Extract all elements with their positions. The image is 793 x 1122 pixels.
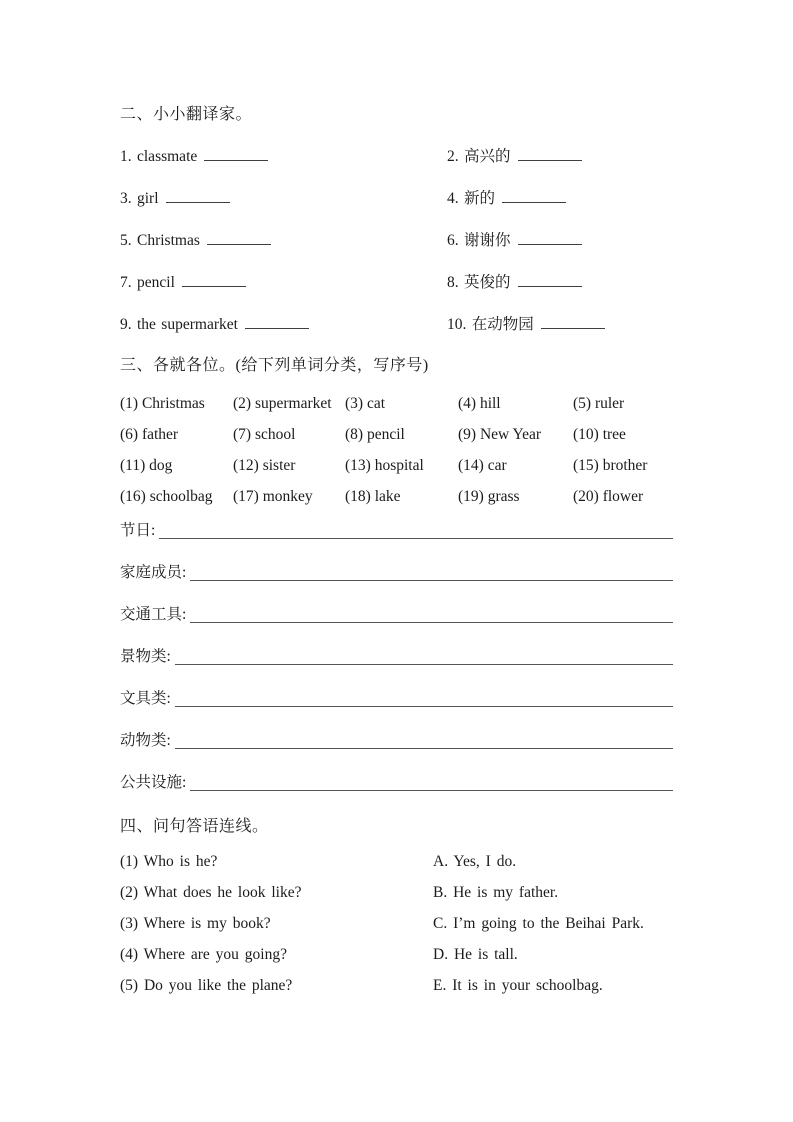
word-item: (10) tree — [573, 426, 626, 443]
translation-item — [447, 231, 673, 251]
answer-blank[interactable] — [245, 316, 309, 329]
word-item: (1) Christmas — [120, 395, 205, 412]
answer-item: A. Yes, I do. — [433, 853, 517, 870]
translation-item-label: 9. the supermarket — [120, 316, 238, 333]
translation-row — [120, 189, 673, 209]
section-3-title: 三、各就各位。(给下列单词分类，写序号) — [120, 357, 429, 374]
category-row — [120, 521, 673, 541]
translation-row — [120, 231, 673, 251]
translation-item-label: 2. 高兴的 — [447, 148, 511, 165]
word-bank-row — [120, 487, 673, 507]
answer-blank[interactable] — [502, 190, 566, 203]
answer-blank[interactable] — [518, 148, 582, 161]
translation-item — [120, 273, 447, 293]
answer-blank[interactable] — [518, 232, 582, 245]
word-item: (13) hospital — [345, 457, 424, 474]
category-label: 交通工具: — [120, 606, 187, 623]
word-item: (12) sister — [233, 457, 296, 474]
answer-blank[interactable] — [207, 232, 271, 245]
category-answer-section — [120, 521, 673, 815]
answer-blank[interactable] — [204, 148, 268, 161]
word-item: (17) monkey — [233, 488, 313, 505]
translation-item — [447, 147, 673, 167]
category-answer-line[interactable] — [175, 747, 673, 749]
word-item: (4) hill — [458, 395, 501, 412]
worksheet-content — [120, 0, 673, 1122]
word-item: (3) cat — [345, 395, 386, 412]
word-item: (7) school — [233, 426, 296, 443]
category-row — [120, 605, 673, 625]
translation-item-label: 7. pencil — [120, 274, 175, 291]
category-answer-line[interactable] — [159, 537, 673, 539]
category-label: 动物类: — [120, 732, 171, 749]
category-label: 景物类: — [120, 648, 171, 665]
matching-row — [120, 852, 673, 872]
category-row — [120, 563, 673, 583]
question-item: (1) Who is he? — [120, 853, 218, 870]
translation-item — [120, 189, 447, 209]
word-bank — [120, 394, 673, 518]
matching-row — [120, 914, 673, 934]
translation-row — [120, 147, 673, 167]
category-row — [120, 647, 673, 667]
category-answer-line[interactable] — [190, 789, 673, 791]
translation-item — [447, 315, 673, 335]
translation-row — [120, 273, 673, 293]
answer-blank[interactable] — [182, 274, 246, 287]
matching-row — [120, 883, 673, 903]
translation-item-label: 5. Christmas — [120, 232, 200, 249]
translation-row — [120, 315, 673, 335]
word-item: (14) car — [458, 457, 507, 474]
translation-item-label: 3. girl — [120, 190, 159, 207]
section-2-title: 二、小小翻译家。 — [120, 106, 253, 123]
section-4-title: 四、问句答语连线。 — [120, 818, 269, 835]
category-row — [120, 689, 673, 709]
category-label: 文具类: — [120, 690, 171, 707]
question-item: (2) What does he look like? — [120, 884, 302, 901]
translation-item-label: 4. 新的 — [447, 190, 496, 207]
translation-item — [447, 189, 673, 209]
word-item: (8) pencil — [345, 426, 405, 443]
word-bank-row — [120, 456, 673, 476]
category-answer-line[interactable] — [190, 621, 673, 623]
translation-exercise — [120, 147, 673, 357]
question-item: (3) Where is my book? — [120, 915, 271, 932]
answer-blank[interactable] — [518, 274, 582, 287]
translation-item — [120, 147, 447, 167]
translation-item — [447, 273, 673, 293]
matching-row — [120, 976, 673, 996]
category-answer-line[interactable] — [190, 579, 673, 581]
word-item: (11) dog — [120, 457, 173, 474]
answer-item: C. I’m going to the Beihai Park. — [433, 915, 644, 932]
translation-item — [120, 231, 447, 251]
matching-row — [120, 945, 673, 965]
word-bank-row — [120, 425, 673, 445]
word-item: (5) ruler — [573, 395, 625, 412]
category-label: 家庭成员: — [120, 564, 187, 581]
matching-exercise — [120, 852, 673, 1007]
category-answer-line[interactable] — [175, 663, 673, 665]
translation-item — [120, 315, 447, 335]
translation-item-label: 10. 在动物园 — [447, 316, 534, 333]
word-item: (2) supermarket — [233, 395, 332, 412]
category-label: 节日: — [120, 522, 156, 539]
translation-item-label: 6. 谢谢你 — [447, 232, 511, 249]
answer-blank[interactable] — [166, 190, 230, 203]
word-item: (16) schoolbag — [120, 488, 213, 505]
category-label: 公共设施: — [120, 774, 187, 791]
category-answer-line[interactable] — [175, 705, 673, 707]
answer-blank[interactable] — [541, 316, 605, 329]
translation-item-label: 8. 英俊的 — [447, 274, 511, 291]
word-bank-row — [120, 394, 673, 414]
translation-item-label: 1. classmate — [120, 148, 198, 165]
category-row — [120, 731, 673, 751]
word-item: (19) grass — [458, 488, 520, 505]
answer-item: B. He is my father. — [433, 884, 559, 901]
question-item: (4) Where are you going? — [120, 946, 287, 963]
word-item: (6) father — [120, 426, 179, 443]
answer-item: E. It is in your schoolbag. — [433, 977, 603, 994]
answer-item: D. He is tall. — [433, 946, 518, 963]
word-item: (20) flower — [573, 488, 644, 505]
word-item: (15) brother — [573, 457, 648, 474]
question-item: (5) Do you like the plane? — [120, 977, 293, 994]
category-row — [120, 773, 673, 793]
word-item: (9) New Year — [458, 426, 542, 443]
word-item: (18) lake — [345, 488, 401, 505]
